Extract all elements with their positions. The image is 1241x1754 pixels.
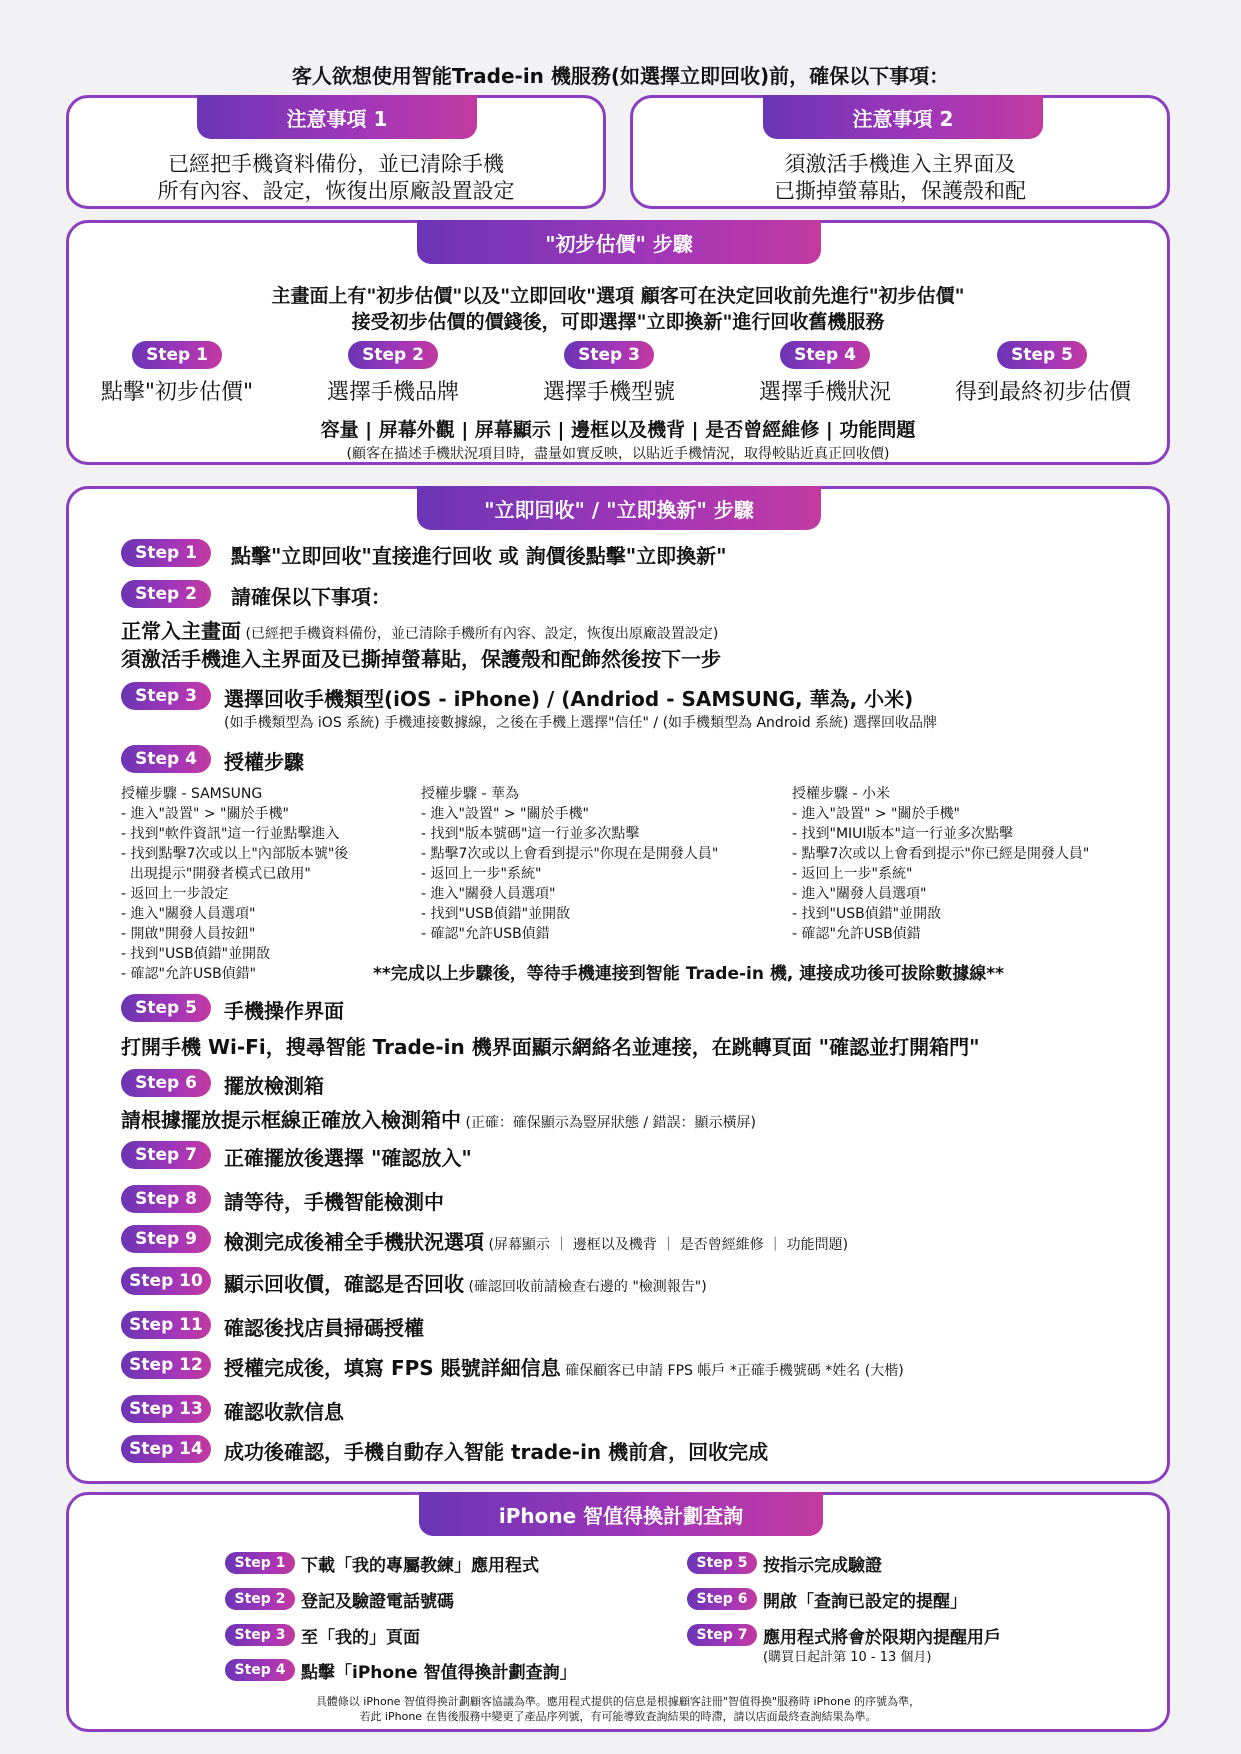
estimate-step1-text: 點擊"初步估價" [100,380,254,405]
note1-line1: 已經把手機資料備份，並已清除手機 [168,152,504,176]
xiaomi-line: - 點擊7次或以上會看到提示"你已經是開發人員" [792,846,1090,862]
xiaomi-line: - 確認"允許USB偵錯 [792,926,921,942]
samsung-line: - 確認"允許USB偵錯" [121,966,257,982]
note1-box [66,95,606,209]
iphone-footnote2: 若此 iPhone 在售後服務中變更了產品序列號，有可能導致查詢結果的時滯，請以店面最終查詢結果為準。 [359,1710,877,1723]
recycle-step10-line [224,1268,707,1297]
recycle-step12-line [224,1352,904,1381]
recycle-step6-line-sub: (正確：確保顯示為豎屏狀態 / 錯誤：顯示橫屏) [461,1115,756,1131]
recycle-step8-text: 請等待，手機智能檢測中 [224,1190,444,1214]
estimate-step4-pill: Step 4 [780,341,870,369]
recycle-step6-line-main: 請根據擺放提示框線正確放入檢測箱中 [121,1108,461,1132]
recycle-step2-line1-sub: (已經把手機資料備份，並已清除手機所有內容、設定，恢復出原廠設置設定) [241,626,719,642]
xiaomi-line: - 進入"設置" > "關於手機" [792,806,960,822]
samsung-steps [121,784,348,984]
recycle-step3-sub: (如手機類型為 iOS 系統) 手機連接數據線，之後在手機上選擇"信任" / (如手機類型為 Android 系統) 選擇回收品牌 [224,715,937,731]
recycle-header: "立即回收" / "立即換新" 步驟 [417,486,821,530]
samsung-line: - 返回上一步設定 [121,886,229,902]
estimate-step3-text: 選擇手機型號 [542,380,675,405]
recycle-step10-pill: Step 10 [121,1267,211,1295]
estimate-step4-text: 選擇手機狀況 [758,380,891,405]
xiaomi-line: - 找到"MIUI版本"這一行並多次點擊 [792,826,1013,842]
estimate-step5-text: 得到最終初步估價 [954,380,1131,405]
samsung-line: - 找到點擊7次或以上"內部版本號"後 [121,846,349,862]
iphone-box [66,1492,1170,1732]
recycle-step2-line2: 須激活手機進入主界面及已撕掉螢幕貼，保護殼和配飾然後按下一步 [121,647,721,671]
iphone-step5-text: 按指示完成驗證 [763,1556,882,1576]
xiaomi-steps [792,784,1089,944]
huawei-line: 授權步驟 - 華為 [421,786,519,802]
samsung-line: - 進入"關發人員選項" [121,906,256,922]
iphone-step7-text: 應用程式將會於限期內提醒用戶 [763,1628,1001,1648]
recycle-step7-text: 正確擺放後選擇 "確認放入" [224,1146,472,1170]
iphone-step2-text: 登記及驗證電話號碼 [301,1592,454,1612]
recycle-step10-sub: (確認回收前請檢查右邊的 "檢測報告") [464,1279,707,1295]
recycle-step8-pill: Step 8 [121,1185,211,1213]
recycle-step6-line [121,1104,756,1133]
note1-header: 注意事項 1 [197,95,477,139]
recycle-step2-line1 [121,615,718,644]
samsung-line: - 找到"軟件資訊"這一行並點擊進入 [121,826,340,842]
recycle-step4-pill: Step 4 [121,745,211,773]
recycle-step12-pill: Step 12 [121,1351,211,1379]
iphone-step4-text: 點擊「iPhone 智值得換計劃查詢」 [301,1663,577,1683]
iphone-step7-sub: (購買日起計第 10 - 13 個月) [763,1650,932,1665]
recycle-step14-pill: Step 14 [121,1435,211,1463]
recycle-step6-text: 擺放檢測箱 [224,1074,324,1098]
estimate-conditions-note: (顧客在描述手機狀況項目時，盡量如實反映，以貼近手機情況，取得較貼近真正回收價) [346,446,890,462]
estimate-box [66,220,1170,465]
iphone-step6-text: 開啟「查詢已設定的提醒」 [763,1592,967,1612]
xiaomi-line: - 找到"USB偵錯"並開敔 [792,906,942,922]
huawei-line: - 找到"USB偵錯"並開敔 [421,906,571,922]
samsung-line: 授權步驟 - SAMSUNG [121,786,263,802]
huawei-line: - 進入"關發人員選項" [421,886,556,902]
intro-text: 客人欲想使用智能Trade-in 機服務(如選擇立即回收)前，確保以下事項： [291,64,950,88]
estimate-header: "初步估價" 步驟 [417,220,821,264]
estimate-step2-text: 選擇手機品牌 [326,380,459,405]
huawei-line: - 找到"版本號碼"這一行並多次點擊 [421,826,640,842]
huawei-line: - 確認"允許USB偵錯 [421,926,550,942]
xiaomi-line: - 進入"關發人員選項" [792,886,927,902]
recycle-step2-line1-main: 正常入主畫面 [121,619,241,643]
recycle-step13-pill: Step 13 [121,1395,211,1423]
xiaomi-line: 授權步驟 - 小米 [792,786,890,802]
recycle-step11-text: 確認後找店員掃碼授權 [224,1316,424,1340]
iphone-step2-pill: Step 2 [225,1588,295,1610]
recycle-step11-pill: Step 11 [121,1311,211,1339]
huawei-line: - 進入"設置" > "關於手機" [421,806,589,822]
huawei-line: - 點擊7次或以上會看到提示"你現在是開發人員" [421,846,719,862]
iphone-step3-text: 至「我的」頁面 [301,1628,420,1648]
recycle-step9-sub: (屏幕顯示 ｜ 邊框以及機背 ｜ 是否曾經維修 ｜ 功能問題) [484,1237,849,1253]
recycle-step2-pill: Step 2 [121,580,211,608]
recycle-step9-pill: Step 9 [121,1225,211,1253]
iphone-step4-pill: Step 4 [225,1659,295,1681]
iphone-step5-pill: Step 5 [687,1552,757,1574]
iphone-step1-text: 下載「我的專屬教練」應用程式 [301,1556,539,1576]
recycle-step9-text: 檢測完成後補全手機狀況選項 [224,1230,484,1254]
samsung-line: - 進入"設置" > "關於手機" [121,806,289,822]
iphone-step3-pill: Step 3 [225,1624,295,1646]
recycle-step3-text: 選擇回收手機類型(iOS - iPhone) / (Andriod - SAMSUNG, 華為, 小米) [224,687,914,711]
recycle-step5-text: 手機操作界面 [224,999,344,1023]
samsung-line: - 找到"USB偵錯"並開敔 [121,946,271,962]
iphone-step1-pill: Step 1 [225,1552,295,1574]
iphone-header: iPhone 智值得換計劃查詢 [419,1492,823,1536]
iphone-step7-pill: Step 7 [687,1624,757,1646]
huawei-steps [421,784,718,944]
huawei-line: - 返回上一步"系統" [421,866,542,882]
recycle-step12-sub: 確保顧客已申請 FPS 帳戶 *正確手機號碼 *姓名 (大楷) [560,1363,904,1379]
recycle-step14-text: 成功後確認，手機自動存入智能 trade-in 機前倉，回收完成 [224,1440,769,1464]
recycle-step12-text: 授權完成後，填寫 FPS 賬號詳細信息 [224,1356,561,1380]
xiaomi-line: - 返回上一步"系統" [792,866,913,882]
recycle-step6-pill: Step 6 [121,1069,211,1097]
recycle-step5-pill: Step 5 [121,994,211,1022]
estimate-line2: 接受初步估價的價錢後，可即選擇"立即換新"進行回收舊機服務 [351,311,885,333]
note2-line1: 須激活手機進入主界面及 [784,152,1016,176]
note2-line2: 已撕掉螢幕貼，保護殼和配 [774,179,1026,203]
recycle-step10-text: 顯示回收價，確認是否回收 [224,1272,464,1296]
estimate-line1: 主畫面上有"初步估價"以及"立即回收"選項 顧客可在決定回收前先進行"初步估價" [271,285,965,307]
recycle-step9-line [224,1226,848,1255]
recycle-step13-text: 確認收款信息 [224,1400,344,1424]
iphone-step6-pill: Step 6 [687,1588,757,1610]
iphone-footnote1: 具體條以 iPhone 智值得換計劃顧客協議為準。應用程式提供的信息是根據顧客註冊"智值得換"服務時 iPhone 的序號為準， [315,1695,921,1708]
note2-header: 注意事項 2 [763,95,1043,139]
estimate-step2-pill: Step 2 [348,341,438,369]
recycle-step1-pill: Step 1 [121,539,211,567]
recycle-step7-pill: Step 7 [121,1141,211,1169]
estimate-conditions: 容量 | 屏幕外觀 | 屏幕顯示 | 邊框以及機背 | 是否曾經維修 | 功能問題 [320,419,916,441]
recycle-step1-text: 點擊"立即回收"直接進行回收 或 詢價後點擊"立即換新" [231,544,727,568]
recycle-step3-pill: Step 3 [121,682,211,710]
estimate-step5-pill: Step 5 [997,341,1087,369]
estimate-step1-pill: Step 1 [132,341,222,369]
recycle-step4-note: **完成以上步驟後，等待手機連接到智能 Trade-in 機, 連接成功後可拔除數據線** [373,964,1005,984]
recycle-box [66,486,1170,1484]
note1-line2: 所有內容、設定，恢復出原廠設置設定 [157,179,515,203]
recycle-step4-text: 授權步驟 [224,750,304,774]
note2-box [630,95,1170,209]
recycle-step2-text: 請確保以下事項： [231,585,391,609]
samsung-line: 出現提示"開發者模式已啟用" [121,866,311,882]
samsung-line: - 開啟"開發人員按鈕" [121,926,256,942]
estimate-step3-pill: Step 3 [564,341,654,369]
recycle-step5-line: 打開手機 Wi-Fi，搜尋智能 Trade-in 機界面顯示網絡名並連接，在跳轉頁面 "確認並打開箱門" [121,1035,980,1059]
